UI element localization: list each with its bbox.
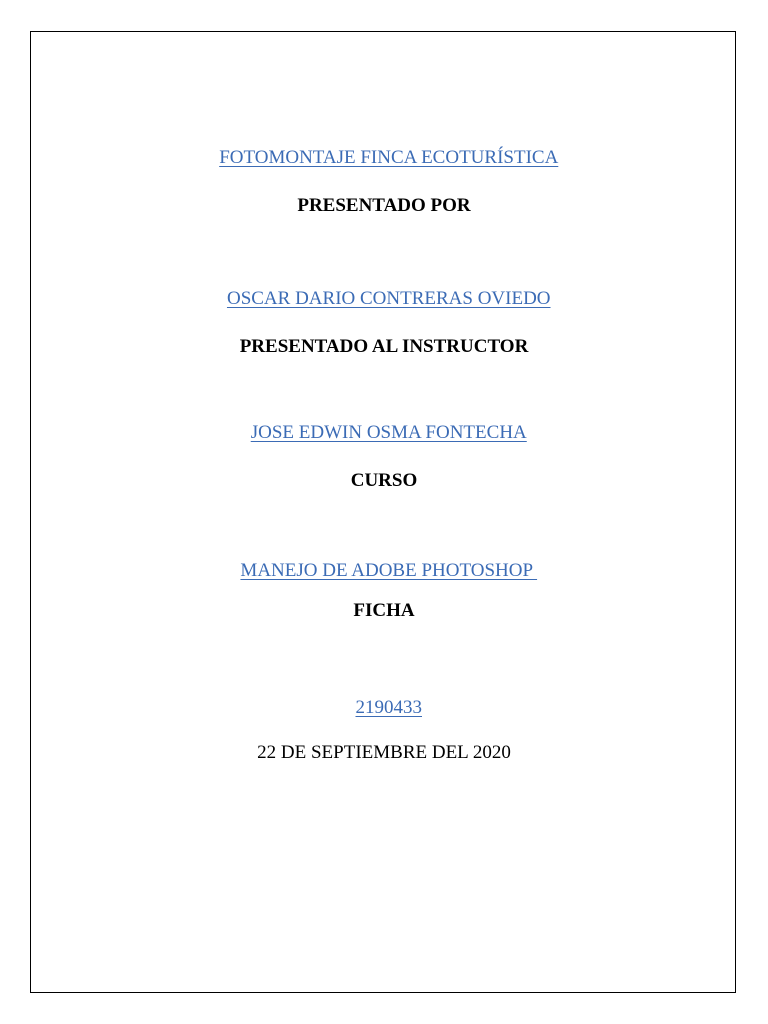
date-text: 22 DE SEPTIEMBRE DEL 2020 xyxy=(257,742,511,763)
title-link[interactable]: FOTOMONTAJE FINCA ECOTURÍSTICA xyxy=(219,147,559,168)
author-link[interactable]: OSCAR DARIO CONTRERAS OVIEDO xyxy=(226,288,551,309)
presented-to-label: PRESENTADO AL INSTRUCTOR xyxy=(239,336,529,357)
title-line xyxy=(0,122,768,170)
presented-by-label: PRESENTADO POR xyxy=(297,195,471,216)
ficha-link[interactable]: 2190433 xyxy=(355,697,422,718)
instructor-link[interactable]: JOSE EDWIN OSMA FONTECHA xyxy=(250,422,527,443)
course-link[interactable]: MANEJO DE ADOBE PHOTOSHOP xyxy=(240,560,538,581)
instructor-line xyxy=(0,397,768,445)
page-border xyxy=(30,31,736,993)
author-line xyxy=(0,263,768,311)
ficha-label: FICHA xyxy=(353,600,415,621)
ficha-line xyxy=(0,672,768,720)
course-line xyxy=(0,535,768,583)
course-label: CURSO xyxy=(350,470,418,491)
